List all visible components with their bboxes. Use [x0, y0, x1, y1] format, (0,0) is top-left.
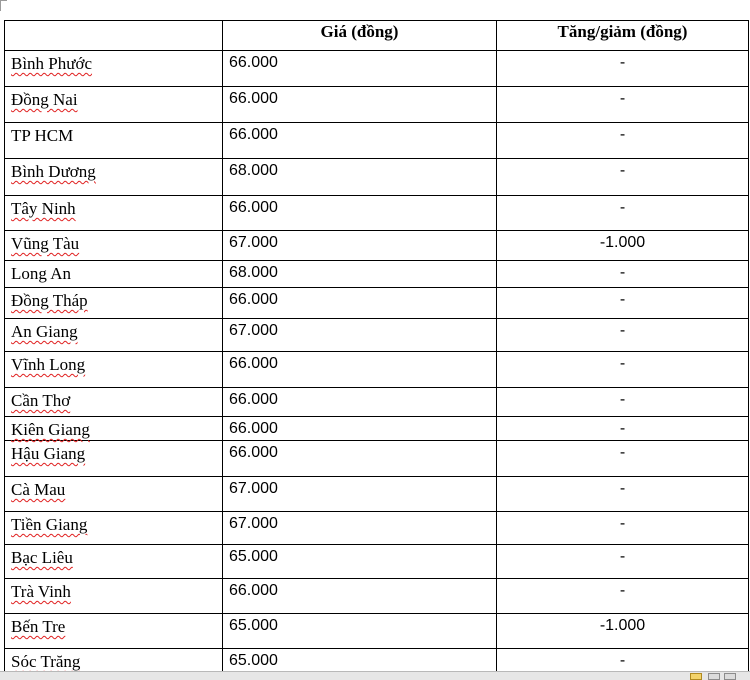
price-cell: 67.000: [223, 319, 497, 352]
province-cell: [5, 319, 223, 352]
province-name: Bình Phước: [11, 54, 93, 73]
province-cell: [5, 261, 223, 288]
table-row: [5, 545, 749, 579]
province-cell: [5, 579, 223, 614]
province-name: Sóc Trăng: [11, 652, 81, 671]
price-cell: 67.000: [223, 512, 497, 545]
province-name: Cà Mau: [11, 480, 66, 499]
change-cell: -1.000: [497, 231, 749, 261]
header-change: Tăng/giảm (đồng): [497, 21, 749, 51]
change-cell: -: [497, 545, 749, 579]
table-row: [5, 649, 749, 673]
change-cell: -: [497, 441, 749, 477]
province-cell: [5, 352, 223, 388]
page-corner-mark: [0, 0, 7, 11]
price-cell: 67.000: [223, 231, 497, 261]
province-name: Tây Ninh: [11, 199, 76, 218]
province-name: Bến Tre: [11, 617, 66, 636]
province-cell: [5, 123, 223, 159]
price-cell: 68.000: [223, 159, 497, 196]
price-cell: 66.000: [223, 441, 497, 477]
price-cell: 68.000: [223, 261, 497, 288]
change-cell: -: [497, 477, 749, 512]
price-cell: 66.000: [223, 388, 497, 417]
table-row: [5, 159, 749, 196]
province-name: Đồng Tháp: [11, 291, 88, 310]
table-row: [5, 512, 749, 545]
province-name: Bạc Liêu: [11, 548, 73, 567]
province-name: Tiền Giang: [11, 515, 88, 534]
price-cell: 65.000: [223, 649, 497, 673]
province-cell: [5, 196, 223, 231]
header-province: [5, 21, 223, 51]
price-cell: 66.000: [223, 417, 497, 441]
change-cell: -: [497, 51, 749, 87]
pork-price-table: [4, 20, 749, 673]
table-header-row: [5, 21, 749, 51]
table-row: [5, 51, 749, 87]
table-row: [5, 441, 749, 477]
table-row: [5, 614, 749, 649]
table-row: [5, 261, 749, 288]
province-cell: [5, 441, 223, 477]
change-cell: -: [497, 288, 749, 319]
province-name: Vĩnh Long: [11, 355, 86, 374]
table-row: [5, 579, 749, 614]
province-cell: [5, 87, 223, 123]
table-row: [5, 352, 749, 388]
table-row: [5, 87, 749, 123]
price-cell: 66.000: [223, 123, 497, 159]
change-cell: -: [497, 159, 749, 196]
change-cell: -: [497, 388, 749, 417]
table-row: [5, 288, 749, 319]
change-cell: -: [497, 352, 749, 388]
province-cell: [5, 288, 223, 319]
change-cell: -: [497, 261, 749, 288]
province-name: Vũng Tàu: [11, 234, 80, 253]
province-name: Đồng Nai: [11, 90, 78, 109]
table-row: [5, 123, 749, 159]
province-cell: [5, 388, 223, 417]
change-cell: -: [497, 196, 749, 231]
change-cell: -: [497, 319, 749, 352]
change-cell: -: [497, 87, 749, 123]
province-cell: [5, 477, 223, 512]
province-name: Trà Vinh: [11, 582, 71, 601]
province-name: An Giang: [11, 322, 78, 341]
price-cell: 66.000: [223, 579, 497, 614]
table-row: [5, 319, 749, 352]
price-cell: 65.000: [223, 614, 497, 649]
province-name: TP HCM: [11, 126, 74, 145]
price-cell: 66.000: [223, 352, 497, 388]
province-cell: [5, 417, 223, 441]
header-price: Giá (đồng): [223, 21, 497, 51]
province-cell: [5, 512, 223, 545]
table-row: [5, 196, 749, 231]
province-cell: [5, 545, 223, 579]
province-cell: [5, 614, 223, 649]
change-cell: -: [497, 579, 749, 614]
province-name: Long An: [11, 264, 71, 283]
province-name: Bình Dương: [11, 162, 96, 181]
province-name: Kiên Giang: [11, 420, 90, 439]
change-cell: -: [497, 417, 749, 441]
table-row: [5, 477, 749, 512]
price-cell: 66.000: [223, 196, 497, 231]
table-row: [5, 417, 749, 441]
price-cell: 65.000: [223, 545, 497, 579]
change-cell: -: [497, 512, 749, 545]
province-cell: [5, 649, 223, 673]
price-cell: 66.000: [223, 51, 497, 87]
change-cell: -: [497, 123, 749, 159]
province-cell: [5, 159, 223, 196]
province-name: Hậu Giang: [11, 444, 86, 463]
change-cell: -1.000: [497, 614, 749, 649]
table-row: [5, 388, 749, 417]
price-cell: 66.000: [223, 288, 497, 319]
province-name: Cần Thơ: [11, 391, 71, 410]
change-cell: -: [497, 649, 749, 673]
table-row: [5, 231, 749, 261]
province-cell: [5, 231, 223, 261]
price-cell: 66.000: [223, 87, 497, 123]
province-cell: [5, 51, 223, 87]
price-cell: 67.000: [223, 477, 497, 512]
